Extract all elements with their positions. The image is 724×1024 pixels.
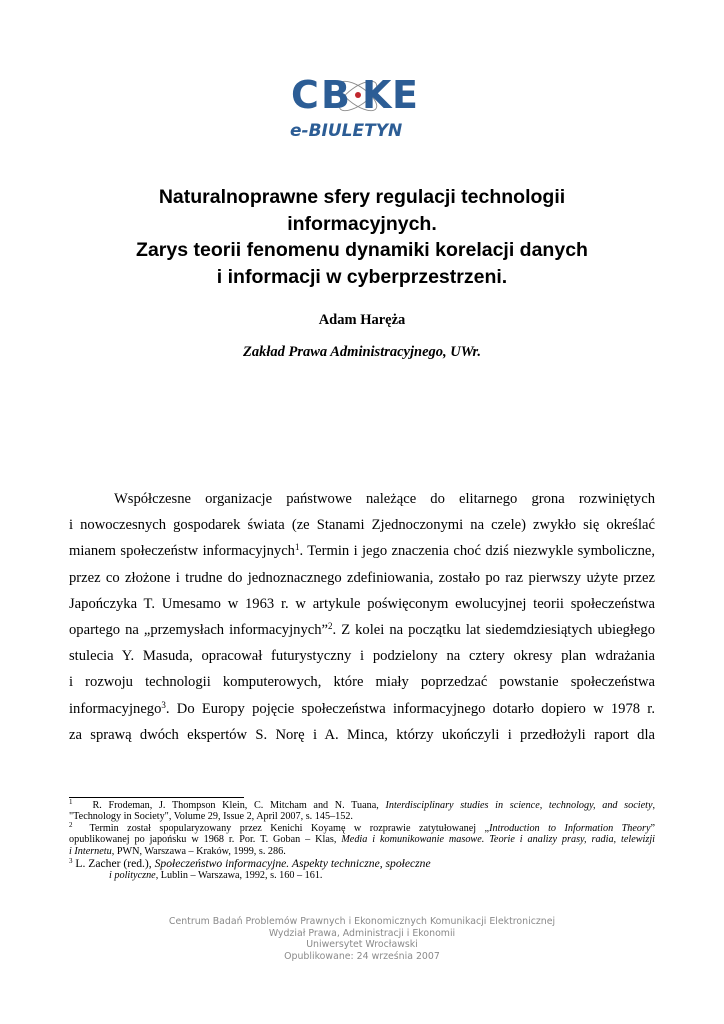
cbke-logo (288, 66, 428, 142)
logo-letter-k: K (362, 73, 392, 117)
body-line: Współczesne organizacje państwowe należące do elitarnego grona rozwiniętych (114, 491, 655, 507)
footnote-3-cont (69, 870, 655, 881)
body-text: . Z kolei na początku lat siedemdziesiątych ubiegłego (332, 621, 655, 638)
footnote-ref[interactable]: 3 (161, 699, 166, 710)
logo-letter-c: C (291, 73, 319, 117)
body-line: przez co złożone i trudne do jednoznacznego zdefiniowania, zostało po raz pierwszy użyte przez (69, 569, 655, 586)
footnote-2-cont (69, 834, 655, 845)
title-line: Naturalnoprawne sfery regulacji technologii (158, 186, 566, 208)
footnote-italic: i Internetu (69, 845, 112, 857)
footnote-3 (69, 857, 655, 870)
footer-line: Wydział Prawa, Administracji i Ekonomii (268, 927, 456, 939)
body-text: . Termin i jego znaczenia choć dziś niezwykle symboliczne, (299, 543, 655, 560)
footnote-2-cont (69, 846, 655, 857)
logo-subtitle: e-BIULETYN (290, 121, 403, 141)
footer-line: Uniwersytet Wrocławski (306, 939, 418, 951)
footnote-text: L. Zacher (red.), (75, 857, 155, 871)
footnote-1-cont: "Technology in Society", Volume 29, Issue 2, April 2007, s. 145–152. (69, 811, 353, 823)
logo-letter-e: E (392, 73, 418, 117)
body-line: i rozwoju technologii komputerowych, które miały poprzedzać powstanie społeczeństwa (69, 674, 655, 691)
footnote-text: , Lublin – Warszawa, 1992, s. 160 – 161. (155, 870, 323, 882)
footnote-text: opublikowanej po japońsku w 1968 r. Por. T. Goban – Klas, (69, 834, 342, 846)
page-footer (0, 916, 724, 962)
footer-line: Centrum Badań Problemów Prawnych i Ekonomicznych Komunikacji Elektronicznej (168, 916, 556, 927)
body-line: za sprawą dwóch ekspertów S. Norę i A. Minca, którzy ukończyli i przedłożyli raport dla (69, 726, 655, 743)
footer-line: Opublikowane: 24 września 2007 (284, 950, 440, 962)
body-paragraph (69, 486, 655, 748)
title-line: i informacji w cyberprzestrzeni. (216, 265, 508, 288)
footnote-italic: Społeczeństwo informacyjne. Aspekty techniczne, społeczne (154, 857, 431, 871)
logo-letter-b: B (321, 73, 350, 117)
footnote-text: Termin został spopularyzowany przez Kenichi Koyamę w rozprawie zatytułowanej „ (89, 822, 490, 834)
title-line: Zarys teorii fenomenu dynamiki korelacji danych (136, 239, 588, 261)
footnote-text: , PWN, Warszawa – Kraków, 1999, s. 286. (111, 845, 286, 857)
body-text: mianem społeczeństw informacyjnych (69, 543, 295, 560)
body-line (69, 696, 655, 722)
body-text: opartego na „przemysłach informacyjnych” (69, 621, 329, 638)
body-text: . Do Europy pojęcie społeczeństwa informacyjnego dotarło dopiero w 1978 r. (165, 700, 655, 717)
author-affiliation: Zakład Prawa Administracyjnego, UWr. (242, 344, 482, 360)
body-line (69, 538, 655, 564)
author-name: Adam Haręża (318, 312, 406, 328)
footnote-ref[interactable]: 1 (294, 542, 300, 553)
logo-dot (355, 92, 361, 98)
footnote-italic: Introduction to Information Theory (489, 822, 651, 834)
footnote-number: 2 (69, 820, 73, 829)
footnote-2 (69, 820, 656, 834)
footnote-separator (69, 797, 244, 798)
footnote-1 (69, 800, 655, 811)
body-line: stulecia Y. Masuda, opracował futurystyczny i podzielony na cztery okresy plan wdrażania (69, 648, 655, 665)
footnotes (69, 800, 655, 881)
footnote-number: 1 (69, 798, 73, 806)
footnote-number: 3 (69, 857, 73, 866)
body-line (69, 617, 655, 643)
footnote-ref[interactable]: 2 (328, 620, 333, 631)
title-line: informacyjnych. (287, 212, 437, 235)
footnote-italic: Media i komunikowanie masowe. Teorie i analizy prasy, radia, telewizji (341, 834, 655, 846)
footnote-italic: Interdisciplinary studies in science, technology, and society (385, 800, 653, 811)
body-line: Japończyka T. Umesamo w 1963 r. w artykule poświęconym ewolucyjnej teorii społeczeństwa (69, 595, 655, 612)
footnote-text: R. Frodeman, J. Thompson Klein, C. Mitcham and N. Tuana, (92, 800, 386, 811)
body-line: i nowoczesnych gospodarek świata (ze Stanami Zjednoczonymi na czele) zwykło się określać (69, 517, 655, 534)
footnote-text: ” (650, 822, 656, 834)
document-title (70, 184, 654, 290)
footnote-italic: i polityczne (109, 870, 156, 882)
body-text: informacyjnego (69, 700, 162, 717)
footnote-text: , (652, 800, 656, 811)
